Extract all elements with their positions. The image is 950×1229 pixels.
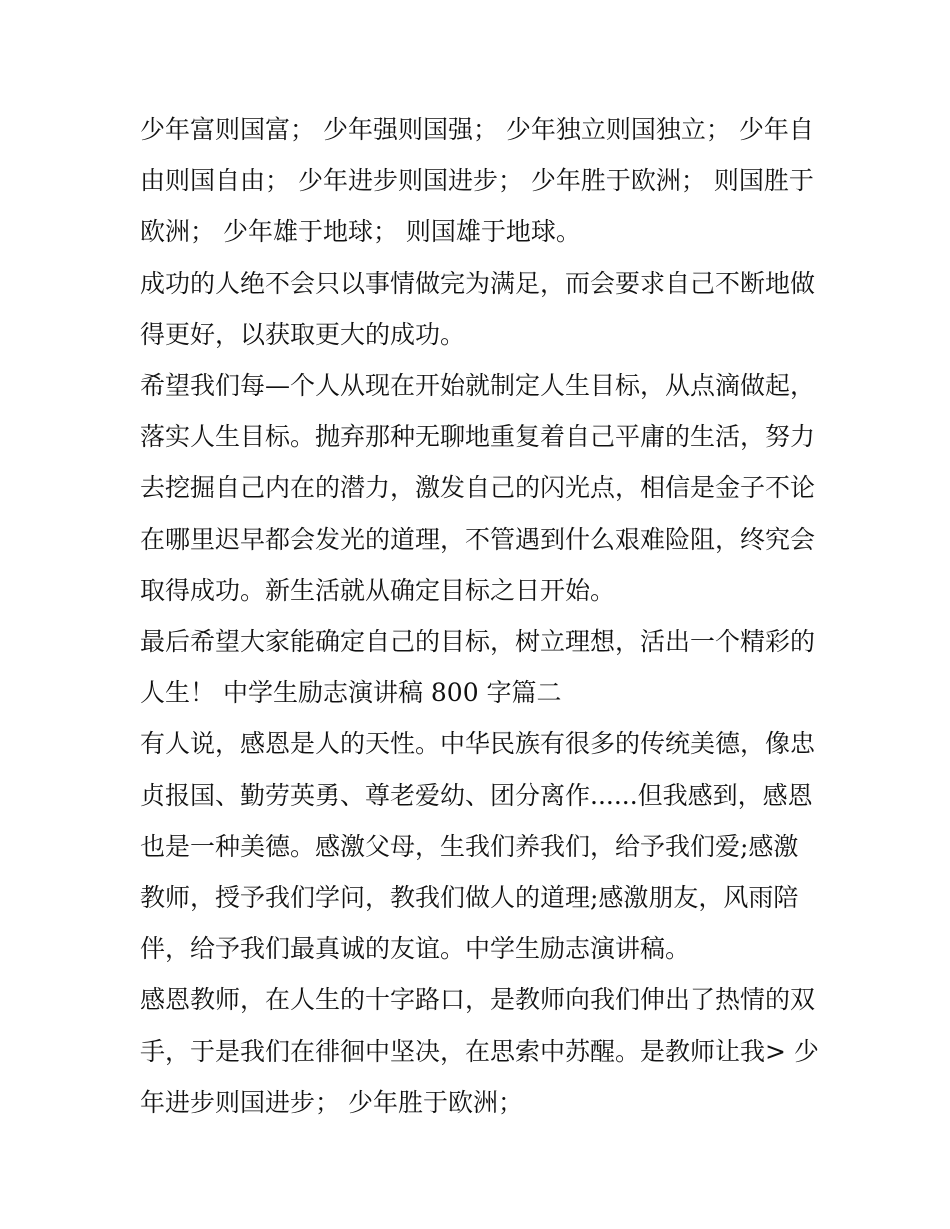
text-line: 取得成功。新生活就从确定目标之日开始。 [140, 575, 616, 605]
text-line: 得更好，以获取更大的成功。 [140, 319, 466, 349]
text-line: 希望我们每—个人从现在开始就制定人生目标，从点滴做起， [140, 371, 816, 401]
paragraph-3 [140, 360, 816, 616]
text-line: 人生！ 中学生励志演讲稿 800 字篇二 [140, 678, 562, 708]
paragraph-6 [140, 974, 819, 1128]
text-line: 最后希望大家能确定自己的目标，树立理想，活出一个精彩的 [140, 627, 816, 657]
text-line: 也是一种美德。感激父母，生我们养我们，给予我们爱;感激 [140, 831, 799, 861]
paragraph-2 [140, 258, 816, 360]
text-line: 成功的人绝不会只以事情做完为满足，而会要求自己不断地做 [140, 268, 816, 298]
text-line: 在哪里迟早都会发光的道理，不管遇到什么艰难险阻，终究会 [140, 524, 816, 554]
paragraph-1 [140, 104, 812, 258]
text-line: 伴，给予我们最真诚的友谊。中学生励志演讲稿。 [140, 934, 691, 964]
text-line: 贞报国、勤劳英勇、尊老爱幼、团分离作......但我感到，感恩 [140, 780, 813, 810]
text-line: 年进步则国进步； 少年胜于欧洲； [140, 1087, 523, 1117]
text-line: 落实人生目标。抛弃那种无聊地重复着自己平庸的生活，努力 [140, 422, 816, 452]
text-line: 教师，授予我们学问，教我们做人的道理;感激朋友，风雨陪 [140, 883, 799, 913]
text-line: 手，于是我们在徘徊中坚决，在思索中苏醒。是教师让我> 少 [140, 1036, 819, 1066]
document-body [140, 104, 819, 1128]
text-line: 少年富则国富； 少年强则国强； 少年独立则国独立； 少年自 [140, 115, 814, 144]
paragraph-4 [140, 616, 816, 718]
text-line: 欧洲； 少年雄于地球； 则国雄于地球。 [140, 217, 581, 247]
paragraph-5 [140, 718, 816, 974]
text-line: 去挖掘自己内在的潜力，激发自己的闪光点，相信是金子不论 [140, 473, 816, 503]
text-line: 有人说，感恩是人的天性。中华民族有很多的传统美德，像忠 [140, 729, 816, 759]
text-line: 由则国自由； 少年进步则国进步； 少年胜于欧洲； 则国胜于 [140, 166, 814, 196]
text-line: 感恩教师，在人生的十字路口，是教师向我们伸出了热情的双 [140, 985, 816, 1015]
